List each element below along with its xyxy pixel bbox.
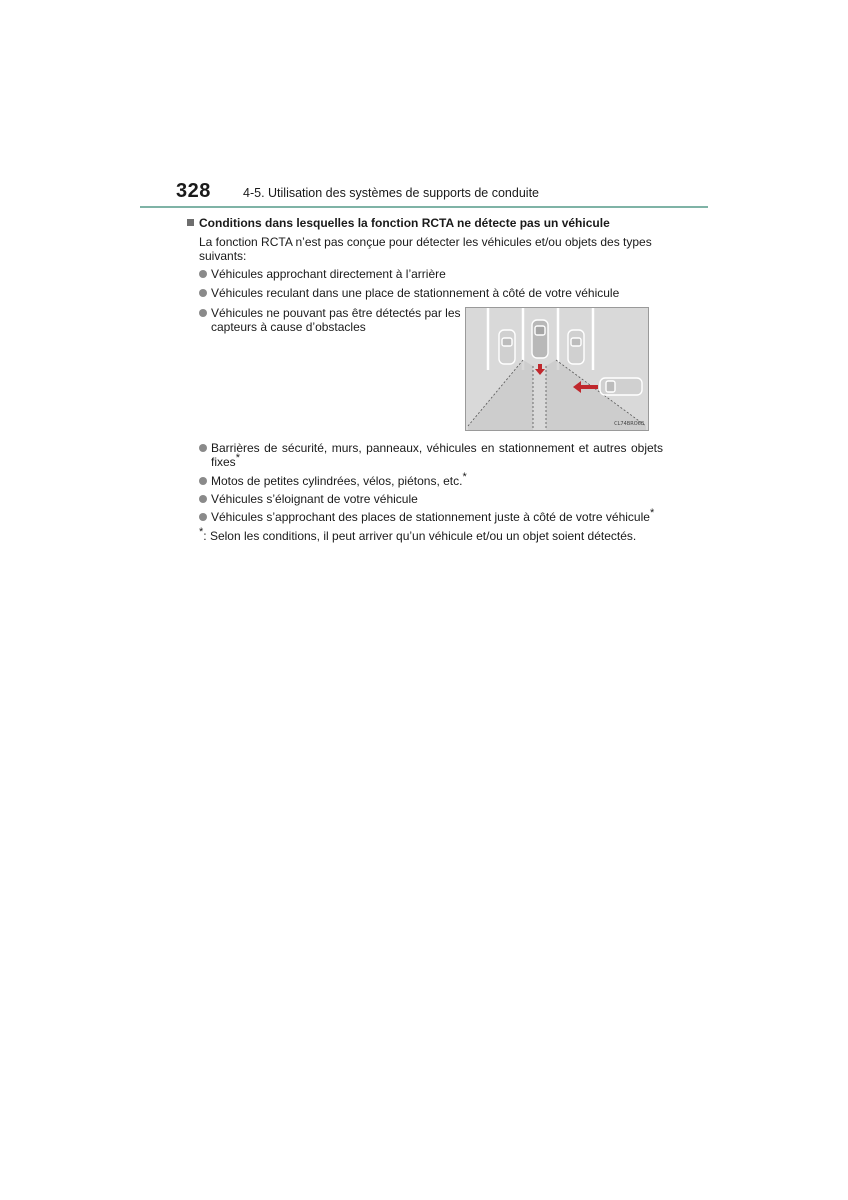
footnote-asterisk: *	[199, 526, 204, 538]
own-vehicle	[532, 320, 548, 358]
asterisk-mark: *	[235, 452, 240, 464]
list-item	[199, 492, 418, 506]
list-item-text: Véhicules ne pouvant pas être détectés par les capteurs à cause d’obstacles	[211, 306, 461, 334]
asterisk-mark: *	[649, 507, 655, 519]
bullet-icon	[199, 495, 207, 503]
bullet-icon	[199, 309, 207, 317]
bullet-icon	[199, 270, 207, 278]
header-rule	[140, 206, 708, 208]
list-item	[199, 286, 619, 300]
list-item	[199, 306, 469, 334]
page-number: 328	[176, 180, 211, 202]
bullet-icon	[199, 477, 207, 485]
list-item-text: Véhicules approchant directement à l’arrière	[211, 267, 446, 281]
list-item	[199, 471, 467, 488]
bullet-icon	[199, 289, 207, 297]
parked-car-left	[499, 330, 515, 364]
approaching-car	[600, 378, 642, 395]
asterisk-mark: *	[462, 471, 467, 483]
footnote-text: : Selon les conditions, il peut arriver qu’un véhicule et/ou un objet soient détectés.	[203, 529, 637, 543]
list-item	[199, 507, 655, 524]
heading-text: Conditions dans lesquelles la fonction RCTA ne détecte pas un véhicule	[199, 216, 610, 230]
intro-paragraph: La fonction RCTA n’est pas conçue pour détecter les véhicules et/ou objets des types suivants:	[199, 235, 652, 263]
list-item	[199, 441, 663, 469]
section-title: 4-5. Utilisation des systèmes de supports de conduite	[243, 186, 539, 200]
list-item	[199, 267, 446, 281]
footnote	[199, 526, 637, 543]
list-item-text: Véhicules reculant dans une place de stationnement à côté de votre véhicule	[211, 286, 620, 300]
parked-car-right	[568, 330, 584, 364]
list-item-text: Barrières de sécurité, murs, panneaux, véhicules en stationnement et autres objets fixes	[211, 441, 663, 469]
list-item-text: Véhicules s’éloignant de votre véhicule	[211, 492, 418, 506]
bullet-icon	[199, 444, 207, 452]
parking-diagram	[466, 308, 648, 430]
figure-code: CL74BRO68	[614, 421, 644, 427]
section-heading	[187, 216, 610, 230]
parking-illustration	[465, 307, 649, 431]
list-item-text: Motos de petites cylindrées, vélos, piétons, etc.	[211, 474, 463, 488]
square-bullet-icon	[187, 219, 194, 226]
list-item-text: Véhicules s’approchant des places de stationnement juste à côté de votre véhicule	[211, 510, 650, 524]
bullet-icon	[199, 513, 207, 521]
